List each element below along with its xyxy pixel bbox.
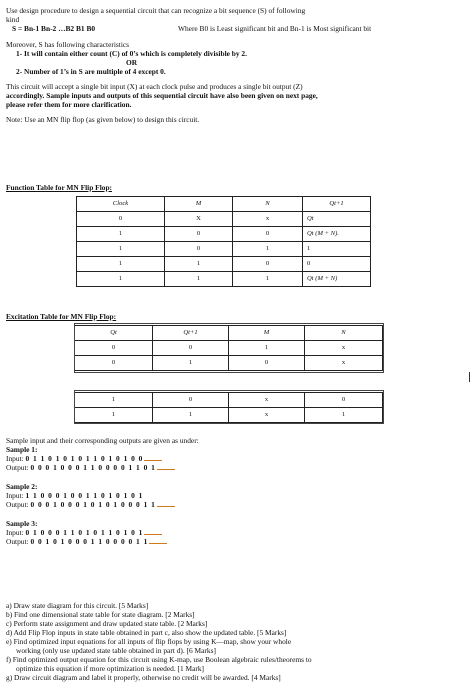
characteristic-or: OR	[126, 58, 138, 68]
question-a: a) Draw state diagram for this circuit. [5 Marks]	[6, 601, 149, 610]
output-label: Output:	[6, 463, 29, 473]
sample-1-input-line	[6, 454, 464, 463]
sample-3-input: 0 1 0 0 0 1 1 0 1 0 1 1 0 1 0 1	[25, 528, 144, 538]
cell: x	[305, 356, 383, 371]
characteristic-1: 1- It will contain either count (C) of 0’s which is completely divisible by 2.	[16, 49, 247, 59]
output-underline	[149, 543, 167, 544]
cell: 1	[165, 272, 233, 287]
cell: 0	[77, 212, 165, 227]
header-qt: Qt	[75, 326, 153, 341]
cell: Qt (M + N)	[303, 272, 371, 287]
sample-3-label: Sample 3:	[6, 519, 38, 529]
sample-2-output: 0 0 0 1 0 0 0 1 0 1 0 1 0 0 0 1 1	[30, 500, 156, 510]
sample-1-output: 0 0 0 1 0 0 0 1 1 0 0 0 0 1 1 0 1	[30, 463, 156, 473]
question-f-continued: optimize this equation if more optimization is needed. [1 Mark]	[16, 664, 205, 674]
cell: 1	[75, 393, 153, 408]
excitation-table-bottom-frame	[74, 390, 384, 424]
cell: 0	[75, 356, 153, 371]
input-label: Input:	[6, 454, 24, 464]
samples-intro: Sample input and their corresponding outputs are given as under:	[6, 436, 199, 445]
cell: 0	[153, 393, 229, 408]
cell: X	[165, 212, 233, 227]
header-qnext: Qt+1	[153, 326, 229, 341]
cell: 0	[229, 356, 305, 371]
cell: 1	[229, 341, 305, 356]
function-table-title: Function Table for MN Flip Flop:	[6, 183, 113, 192]
cell: Qt	[303, 212, 371, 227]
table-row	[77, 257, 371, 272]
cell: 1	[305, 408, 383, 423]
questions-section	[6, 601, 464, 682]
header-m: M	[229, 326, 305, 341]
output-underline	[157, 469, 175, 470]
samples-section	[6, 436, 464, 546]
cell: 1	[75, 408, 153, 423]
cell: 0	[153, 341, 229, 356]
question-e: e) Find optimized input equations for all inputs of flip flops by using K—map, show your whole	[6, 637, 292, 647]
characteristic-2: 2- Number of 1’s in S are multiple of 4 except 0.	[16, 67, 166, 77]
cell: 0	[165, 227, 233, 242]
sample-1-output-line	[6, 463, 464, 472]
excitation-table-title: Excitation Table for MN Flip Flop:	[6, 312, 117, 321]
cell: x	[229, 393, 305, 408]
header-n: N	[305, 326, 383, 341]
cell: 1	[77, 272, 165, 287]
table-row	[77, 242, 371, 257]
header-qnext: Qt+1	[303, 197, 371, 212]
sequence-line	[6, 24, 464, 34]
table-row	[77, 212, 371, 227]
input-label: Input:	[6, 491, 24, 501]
cell: 1	[233, 272, 303, 287]
output-label: Output:	[6, 500, 29, 510]
description-line-1: This circuit will accept a single bit input (X) at each clock pulse and produces a single bit output (Z)	[6, 82, 303, 92]
intro-section	[6, 6, 464, 124]
description-line-2: accordingly. Sample inputs and outputs of this sequential circuit have also been given on next page,	[6, 91, 318, 101]
table-row	[77, 227, 371, 242]
cell: 1	[165, 257, 233, 272]
cell: 0	[233, 227, 303, 242]
question-d: d) Add Flip Flop inputs in state table obtained in part c, also show the updated table. [5 Marks]	[6, 628, 287, 638]
cell: Qt (M + N).	[303, 227, 371, 242]
input-underline	[144, 534, 162, 535]
cell: 1	[77, 227, 165, 242]
intro-line-1: Use design procedure to design a sequential circuit that can recognize a bit sequence (S) of following	[6, 6, 306, 15]
cell: 0	[233, 257, 303, 272]
output-label: Output:	[6, 537, 29, 547]
intro-line-2: kind	[6, 15, 20, 25]
cell: 1	[153, 408, 229, 423]
cell: 1	[153, 356, 229, 371]
question-b: b) Find one dimensional state table for state diagram. [2 Marks]	[6, 610, 195, 620]
header-clock: Clock	[77, 197, 165, 212]
cell: 0	[305, 393, 383, 408]
sequence-definition: S = Bn-1 Bn-2 …B2 B1 B0	[12, 24, 96, 34]
cell: 1	[233, 242, 303, 257]
note-line: Note: Use an MN flip flop (as given below) to design this circuit.	[6, 115, 200, 125]
cell: 1	[303, 242, 371, 257]
excitation-table-frame	[74, 323, 384, 373]
cell: 0	[75, 341, 153, 356]
sample-2-output-line	[6, 500, 464, 509]
input-underline	[144, 460, 162, 461]
description-line-3: please refer them for more clarification.	[6, 100, 132, 110]
question-f: f) Find optimized output equation for this circuit using K-map, use Boolean algebraic rules/theorems to	[6, 655, 312, 665]
sample-3-output-line	[6, 537, 464, 546]
moreover-line: Moreover, S has following characteristics	[6, 40, 130, 50]
sequence-note: Where B0 is Least significant bit and Bn-1 is Most significant bit	[178, 24, 372, 34]
sample-2-label: Sample 2:	[6, 482, 38, 492]
header-m: M	[165, 197, 233, 212]
sample-2-input: 1 1 0 0 0 1 0 0 1 1 0 1 0 1 0 1	[25, 491, 144, 501]
cell: x	[305, 341, 383, 356]
output-underline	[157, 506, 175, 507]
cell: x	[229, 408, 305, 423]
cell: 1	[77, 242, 165, 257]
sample-1-input: 0 1 1 0 1 0 1 0 1 1 0 1 0 1 0 0	[25, 454, 144, 464]
sample-1-label: Sample 1:	[6, 445, 38, 455]
cell: 1	[77, 257, 165, 272]
sample-3-input-line	[6, 528, 464, 537]
question-g: g) Draw circuit diagram and label it properly, otherwise no credit will be awarded. [4 Marks]	[6, 673, 281, 683]
sample-3-output: 0 0 1 0 1 0 0 0 1 1 0 0 0 0 1 1	[30, 537, 149, 547]
sample-2-input-line	[6, 491, 464, 500]
table-row	[77, 272, 371, 287]
cell: 0	[165, 242, 233, 257]
function-table-header	[77, 197, 371, 212]
question-c: c) Perform state assignment and draw updated state table. [2 Marks]	[6, 619, 208, 629]
cell: 0	[303, 257, 371, 272]
function-table	[76, 196, 371, 287]
header-n: N	[233, 197, 303, 212]
text-cursor	[469, 372, 470, 382]
input-label: Input:	[6, 528, 24, 538]
cell: x	[233, 212, 303, 227]
question-e-continued: working (only use updated state table obtained in part d). [6 Marks]	[16, 646, 216, 656]
